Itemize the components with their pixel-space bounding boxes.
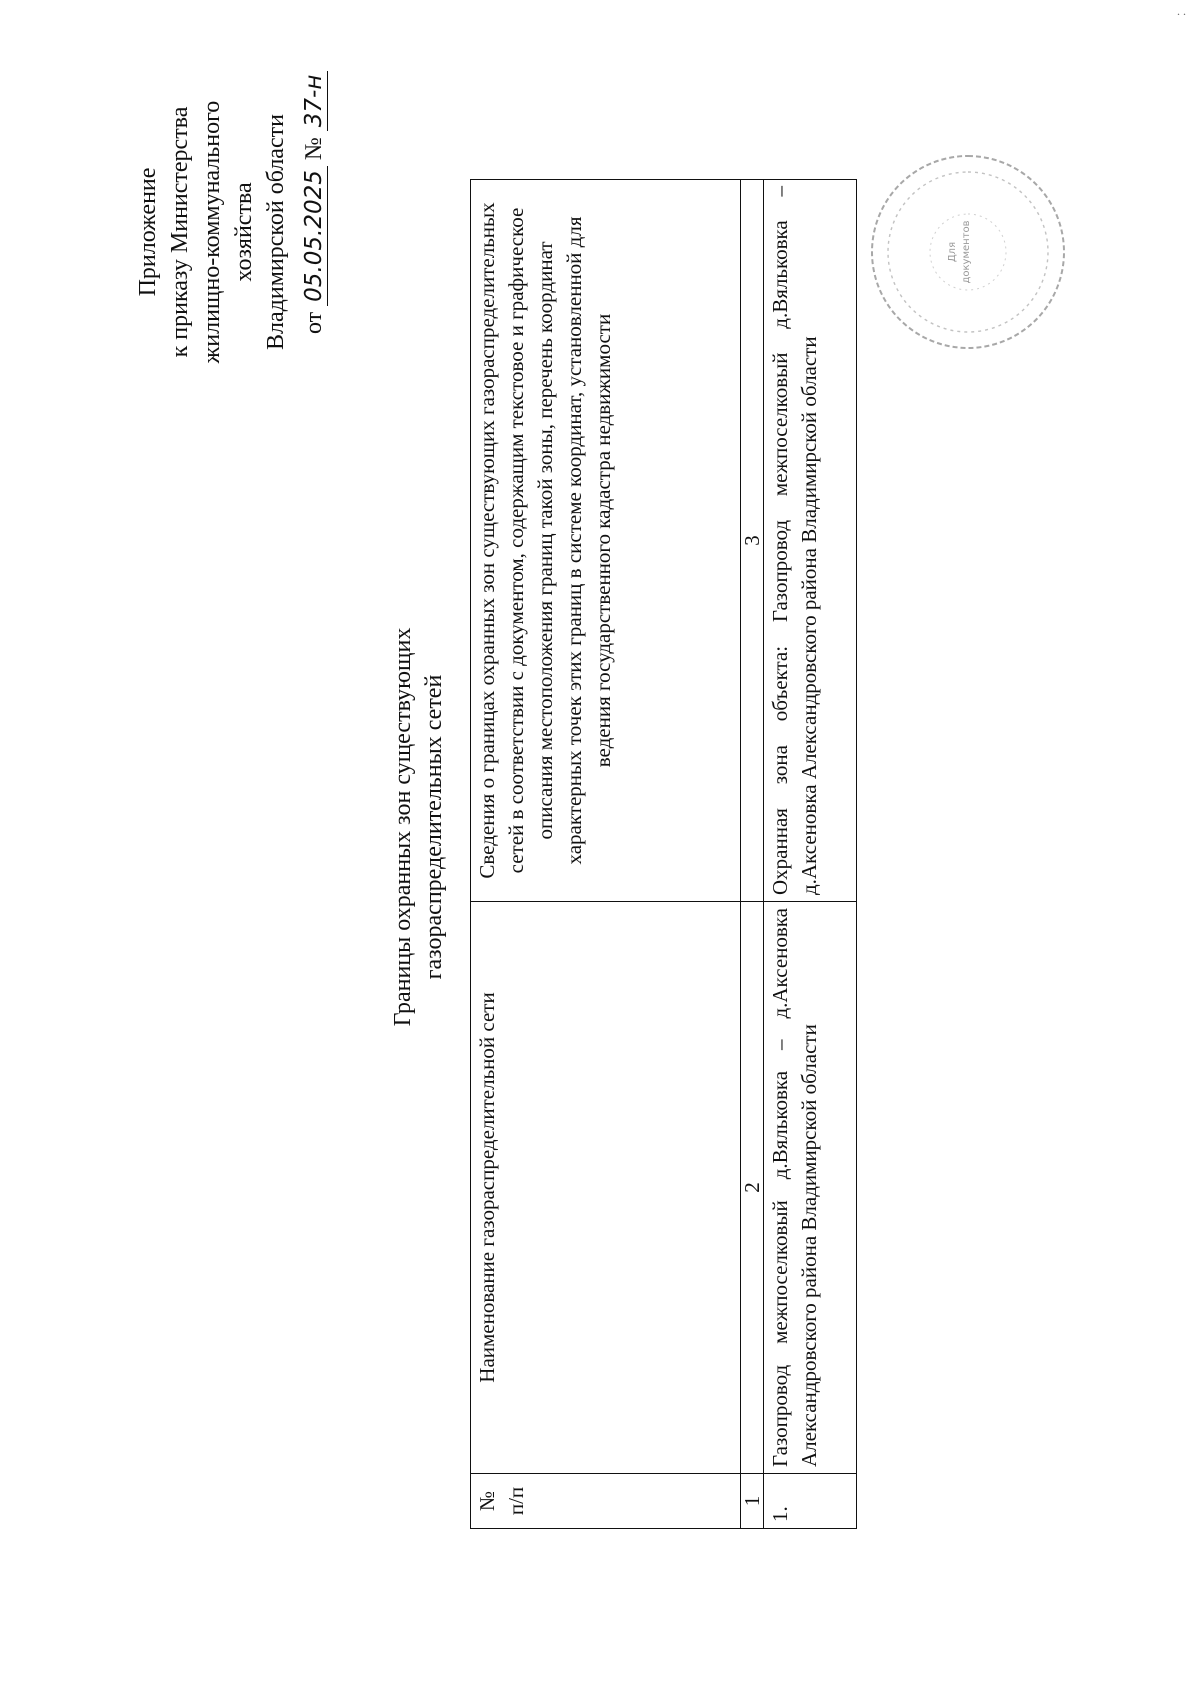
order-number: 37-н bbox=[301, 71, 328, 132]
column-number-2: 2 bbox=[741, 902, 764, 1474]
header-col-number bbox=[471, 1474, 741, 1529]
header-col-name bbox=[471, 902, 741, 1474]
table-header-row bbox=[471, 180, 741, 1529]
appendix-line-4: Владимирской области bbox=[263, 114, 289, 350]
seal-text bbox=[946, 152, 974, 352]
order-line bbox=[298, 74, 330, 382]
order-no-label: № bbox=[301, 137, 327, 161]
header-col-name-label: Наименование газораспределительной сети bbox=[475, 992, 499, 1383]
row-zone-info: Охранная зона объекта: Газопровод межпоселковый д.Вяльковка – д.Аксеновка Александровского района Владимирской области bbox=[764, 180, 857, 902]
header-col-info-label: Сведения о границах охранных зон существующих газораспределительных сетей в соответствии с документом, содержащим текстовое и графическое описания местоположения границ такой зоны, перечень координат характерных точек этих границ в системе координат, установленной для ведения государственного кадастра недвижимости bbox=[475, 202, 615, 879]
document-title bbox=[388, 547, 450, 1107]
scan-corner-mark: . . bbox=[1177, 4, 1186, 18]
appendix-line-3: жилищно-коммунального хозяйства bbox=[199, 100, 257, 364]
column-numbers-row bbox=[741, 180, 764, 1529]
title-line-1: Границы охранных зон существующих bbox=[390, 627, 416, 1027]
appendix-line-1: Приложение bbox=[135, 167, 161, 297]
row-network-name: Газопровод межпоселковый д.Вяльковка – д.Аксеновка Александровского района Владимирской области bbox=[764, 902, 857, 1474]
column-number-3: 3 bbox=[741, 180, 764, 902]
seal-text-line-1: Для bbox=[947, 241, 958, 263]
appendix-line-2: к приказу Министерства bbox=[167, 106, 193, 358]
seal-text-line-2: документов bbox=[961, 220, 972, 284]
seal-stamp bbox=[868, 152, 1068, 352]
zones-table bbox=[470, 179, 857, 1529]
order-prefix: от bbox=[301, 311, 327, 334]
order-date: 05.05.2025 bbox=[301, 166, 328, 306]
header-col-number-label: № п/п bbox=[475, 1486, 528, 1516]
column-number-1: 1 bbox=[741, 1474, 764, 1529]
table-row bbox=[764, 180, 857, 1529]
title-line-2: газораспределительных сетей bbox=[421, 674, 447, 980]
row-number: 1. bbox=[764, 1474, 857, 1529]
header-col-info bbox=[471, 180, 741, 902]
appendix-block bbox=[132, 74, 330, 382]
